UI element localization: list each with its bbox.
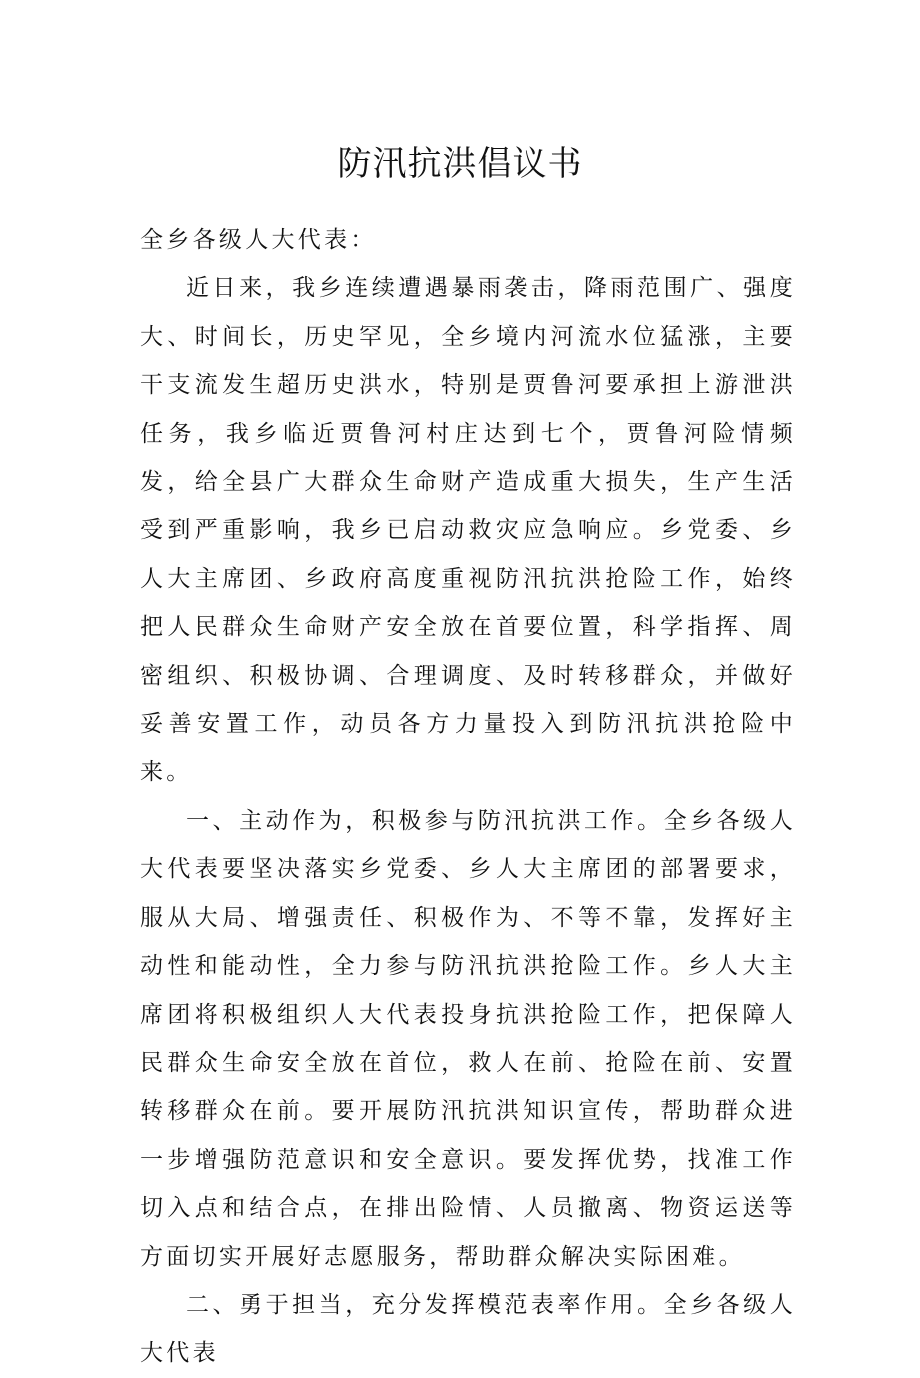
document-body xyxy=(140,216,796,1378)
paragraph-point-one: 一、主动作为，积极参与防汛抗洪工作。全乡各级人大代表要坚决落实乡党委、乡人大主席团的部署要求，服从大局、增强责任、积极作为、不等不靠，发挥好主动性和能动性，全力参与防汛抗洪抢险工作。乡人大主席团将积极组织人大代表投身抗洪抢险工作，把保障人民群众生命安全放在首位，救人在前、抢险在前、安置转移群众在前。要开展防汛抗洪知识宣传，帮助群众进一步增强防范意识和安全意识。要发挥优势，找准工作切入点和结合点，在排出险情、人员撤离、物资运送等方面切实开展好志愿服务，帮助群众解决实际困难。 xyxy=(140,807,796,1270)
paragraph-point-two: 二、勇于担当，充分发挥模范表率作用。全乡各级人大代表 xyxy=(140,1291,796,1367)
salutation: 全乡各级人大代表： xyxy=(140,227,377,253)
document-title: 防汛抗洪倡议书 xyxy=(337,144,583,184)
paragraph-intro: 近日来，我乡连续遭遇暴雨袭击，降雨范围广、强度大、时间长，历史罕见，全乡境内河流水位猛涨，主要干支流发生超历史洪水，特别是贾鲁河要承担上游泄洪任务，我乡临近贾鲁河村庄达到七个，贾鲁河险情频发，给全县广大群众生命财产造成重大损失，生产生活受到严重影响，我乡已启动救灾应急响应。乡党委、乡人大主席团、乡政府高度重视防汛抗洪抢险工作，始终把人民群众生命财产安全放在首要位置，科学指挥、周密组织、积极协调、合理调度、及时转移群众，并做好妥善安置工作，动员各方力量投入到防汛抗洪抢险中来。 xyxy=(140,275,796,786)
